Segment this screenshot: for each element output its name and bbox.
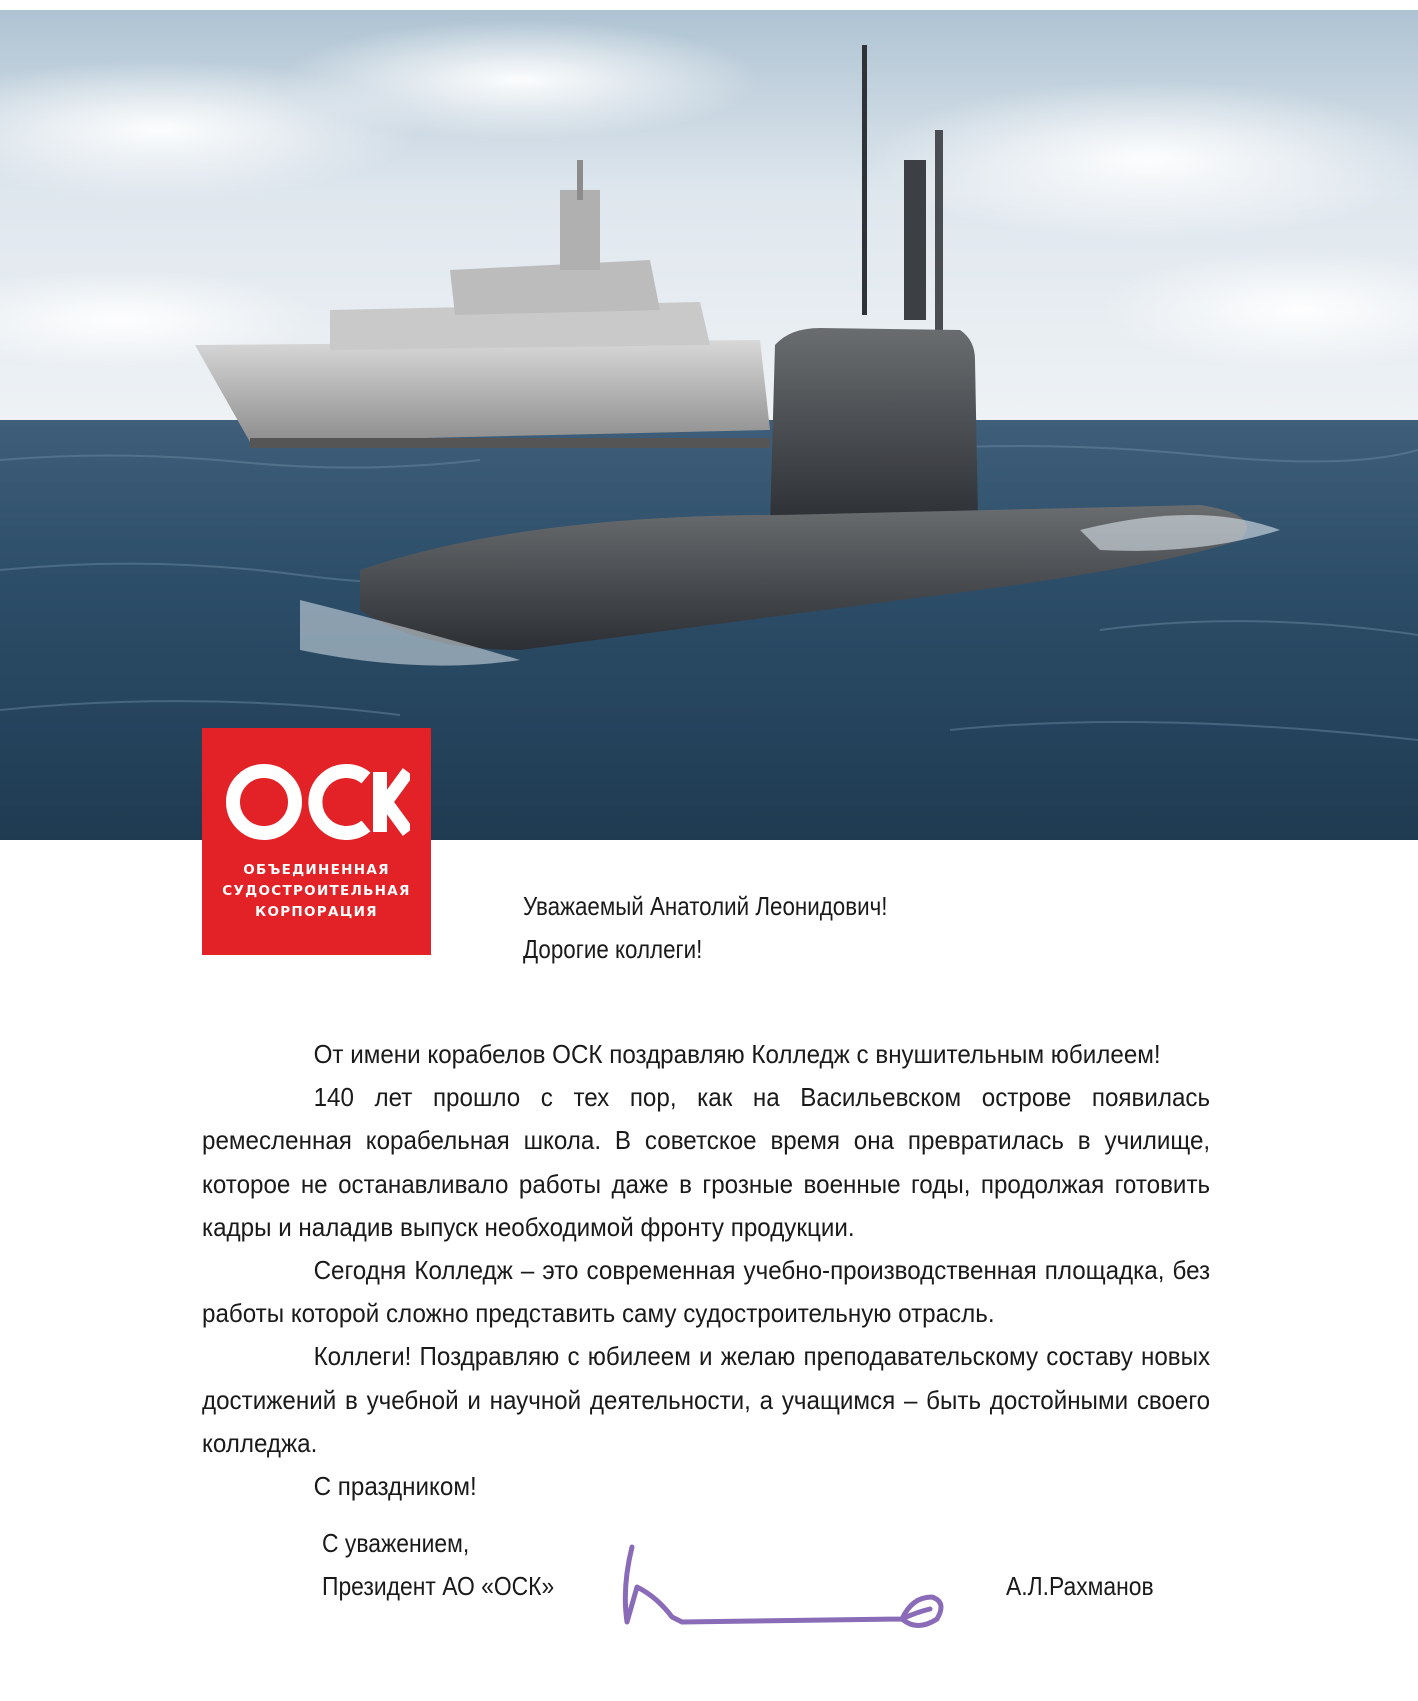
warship-and-submarine-photo — [0, 10, 1418, 840]
osk-logo-mark — [224, 762, 410, 842]
letter-body — [202, 1033, 1210, 1508]
osk-logo — [202, 728, 431, 955]
letter-paragraph: 140 лет прошло с тех пор, как на Васильевском острове появилась ремесленная корабельная школа. В советское время она превратилась в училище, которое не останавливало работы даже в грозные военные годы, продолжая готовить кадры и наладив выпуск необходимой фронту продукции. — [202, 1082, 1211, 1242]
greeting — [523, 885, 887, 971]
letter-paragraph: С праздником! — [313, 1471, 477, 1502]
logo-caption-line: ОБЪЕДИНЕННАЯ — [243, 862, 390, 878]
closing — [322, 1522, 554, 1608]
logo-caption-line: КОРПОРАЦИЯ — [255, 904, 378, 920]
hero-image — [0, 10, 1418, 840]
closing-title: Президент АО «ОСК» — [322, 1571, 555, 1601]
letter-paragraph: Коллеги! Поздравляю с юбилеем и желаю преподавательскому составу новых достижений в учебной и научной деятельности, а учащимся – быть достойными своего колледжа. — [202, 1341, 1211, 1458]
letter-paragraph: От имени корабелов ОСК поздравляю Колледж с внушительным юбилеем! — [313, 1039, 1161, 1069]
greeting-colleagues: Дорогие коллеги! — [523, 934, 703, 964]
greeting-addressee: Уважаемый Анатолий Леонидович! — [523, 891, 888, 921]
signer-name: А.Л.Рахманов — [1006, 1571, 1154, 1601]
signature — [612, 1527, 952, 1637]
logo-caption-line: СУДОСТРОИТЕЛЬНАЯ — [222, 883, 411, 899]
letter-paragraph: Сегодня Колледж – это современная учебно-производственная площадка, без работы которой сложно представить саму судостроительную отрасль. — [202, 1255, 1211, 1329]
logo-caption — [202, 860, 431, 923]
closing-regards: С уважением, — [322, 1528, 470, 1558]
